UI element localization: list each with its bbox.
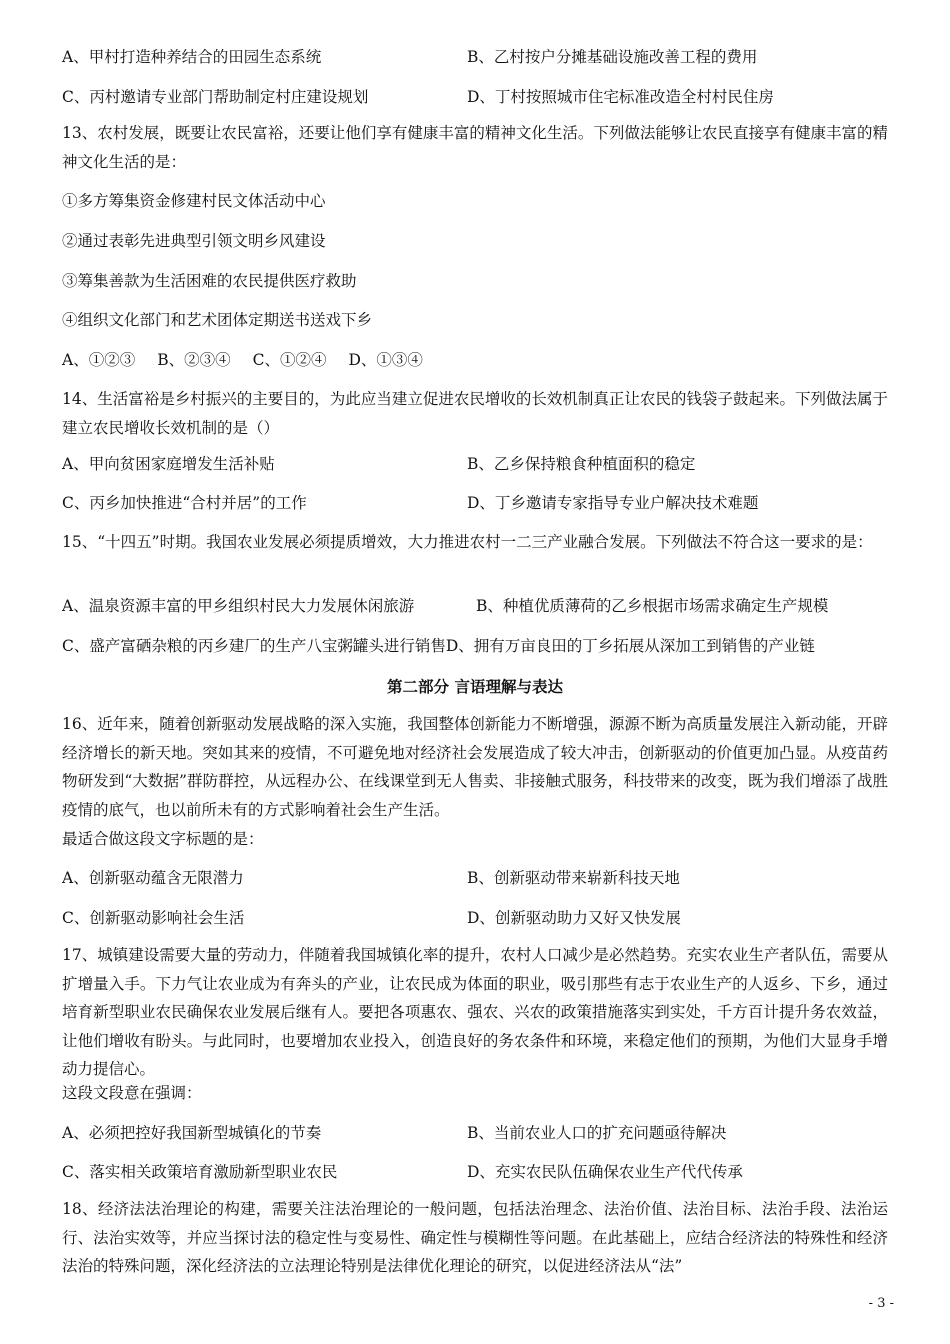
q13-options — [62, 349, 888, 371]
q17-options-row-2 — [62, 1161, 888, 1183]
q18-stem: 18、经济法法治理论的构建，需要关注法治理论的一般问题，包括法治理念、法治价值、法治目标、法治手段、法治运行、法治实效等，并应当探讨法的稳定性与变易性、确定性与模糊性等问题。在此基础上，应结合经济法的特殊性和经济法治的特殊问题，深化经济法的立法理论特别是法律优化理论的研究，以促进经济法从“法” — [62, 1200, 888, 1275]
q16-option-c: C、创新驱动影响社会生活 — [62, 909, 245, 927]
q16-options-row-2 — [62, 907, 888, 929]
q15-option-c: C、盛产富硒杂粮的丙乡建厂的生产八宝粥罐头进行销售 — [62, 637, 446, 655]
q16-option-a: A、创新驱动蕴含无限潜力 — [62, 869, 244, 887]
q17-option-a: A、必须把控好我国新型城镇化的节奏 — [62, 1124, 322, 1142]
q14-option-d: D、丁乡邀请专家指导专业户解决技术难题 — [467, 494, 759, 512]
q13-item-3: ③筹集善款为生活困难的农民提供医疗救助 — [62, 272, 357, 290]
q17-options-row-1 — [62, 1122, 888, 1144]
q17-option-b: B、当前农业人口的扩充问题亟待解决 — [467, 1124, 727, 1142]
q17-option-c: C、落实相关政策培育激励新型职业农民 — [62, 1163, 338, 1181]
q14-option-a: A、甲向贫困家庭增发生活补贴 — [62, 455, 275, 473]
q13-option-d: D、①③④ — [348, 351, 423, 369]
q12-options-row-1 — [62, 46, 888, 68]
q12-options-row-2 — [62, 86, 888, 108]
q12-option-a: A、甲村打造种养结合的田园生态系统 — [62, 48, 322, 66]
q13-item-1: ①多方筹集资金修建村民文体活动中心 — [62, 192, 326, 210]
q16-stem: 16、近年来，随着创新驱动发展战略的深入实施，我国整体创新能力不断增强，源源不断为高质量发展注入新动能，开辟经济增长的新天地。突如其来的疫情，不可避免地对经济社会发展造成了较大冲击，创新驱动的价值更加凸显。从疫苗药物研发到“大数据”群防群控，从远程办公、在线课堂到无人售卖、非接触式服务，科技带来的改变，既为我们增添了战胜疫情的底气，也以前所未有的方式影响着社会生产生活。 — [62, 715, 888, 819]
q17-option-d: D、充实农民队伍确保农业生产代代传承 — [467, 1163, 743, 1181]
q12-option-b: B、乙村按户分摊基础设施改善工程的费用 — [467, 48, 758, 66]
q13-option-a: A、①②③ — [62, 351, 136, 369]
q16-options-row-1 — [62, 867, 888, 889]
q13-item-2: ②通过表彰先进典型引领文明乡风建设 — [62, 232, 326, 250]
q13-option-b: B、②③④ — [157, 351, 231, 369]
q15-option-b: B、种植优质薄荷的乙乡根据市场需求确定生产规模 — [476, 597, 829, 615]
q14-stem: 14、生活富裕是乡村振兴的主要目的，为此应当建立促进农民增收的长效机制真正让农民的钱袋子鼓起来。下列做法属于建立农民增收长效机制的是（） — [62, 390, 888, 437]
page-number: - 3 - — [868, 1296, 894, 1311]
q12-option-c: C、丙村邀请专业部门帮助制定村庄建设规划 — [62, 88, 369, 106]
q16-option-d: D、创新驱动助力又好又快发展 — [467, 909, 681, 927]
q13-option-c: C、①②④ — [252, 351, 327, 369]
q14-options-row-1 — [62, 453, 888, 475]
q13-stem: 13、农村发展，既要让农民富裕，还要让他们享有健康丰富的精神文化生活。下列做法能够让农民直接享有健康丰富的精神文化生活的是： — [62, 124, 888, 171]
q15-option-d: D、拥有万亩良田的丁乡拓展从深加工到销售的产业链 — [445, 637, 815, 655]
q16-question: 最适合做这段文字标题的是： — [62, 830, 264, 848]
q15-stem: 15、“十四五”时期。我国农业发展必须提质增效，大力推进农村一二三产业融合发展。下列做法不符合这一要求的是： — [62, 533, 873, 551]
q14-option-b: B、乙乡保持粮食种植面积的稳定 — [467, 455, 696, 473]
q14-options-row-2 — [62, 492, 888, 514]
q15-options-row-2 — [62, 635, 888, 657]
q14-option-c: C、丙乡加快推进“合村并居”的工作 — [62, 494, 307, 512]
q12-option-d: D、丁村按照城市住宅标准改造全村村民住房 — [467, 88, 774, 106]
q15-options-row-1 — [62, 595, 888, 617]
q13-item-4: ④组织文化部门和艺术团体定期送书送戏下乡 — [62, 311, 373, 329]
q15-option-a: A、温泉资源丰富的甲乡组织村民大力发展休闲旅游 — [62, 597, 415, 615]
q17-question: 这段文段意在强调： — [62, 1084, 202, 1102]
q17-stem: 17、城镇建设需要大量的劳动力，伴随着我国城镇化率的提升，农村人口减少是必然趋势。充实农业生产者队伍，需要从扩增量入手。下力气让农业成为有奔头的产业，让农民成为体面的职业，吸引那些有志于农业生产的人返乡、下乡，通过培育新型职业农民确保农业发展后继有人。要把各项惠农、强农、兴农的政策措施落实到实处，千方百计提升务农效益，让他们增收有盼头。与此同时，也要增加农业投入，创造良好的务农条件和环境，来稳定他们的预期，为他们大显身手增动力提信心。 — [62, 946, 888, 1078]
section-title: 第二部分 言语理解与表达 — [387, 677, 563, 696]
q16-option-b: B、创新驱动带来崭新科技天地 — [467, 869, 680, 887]
